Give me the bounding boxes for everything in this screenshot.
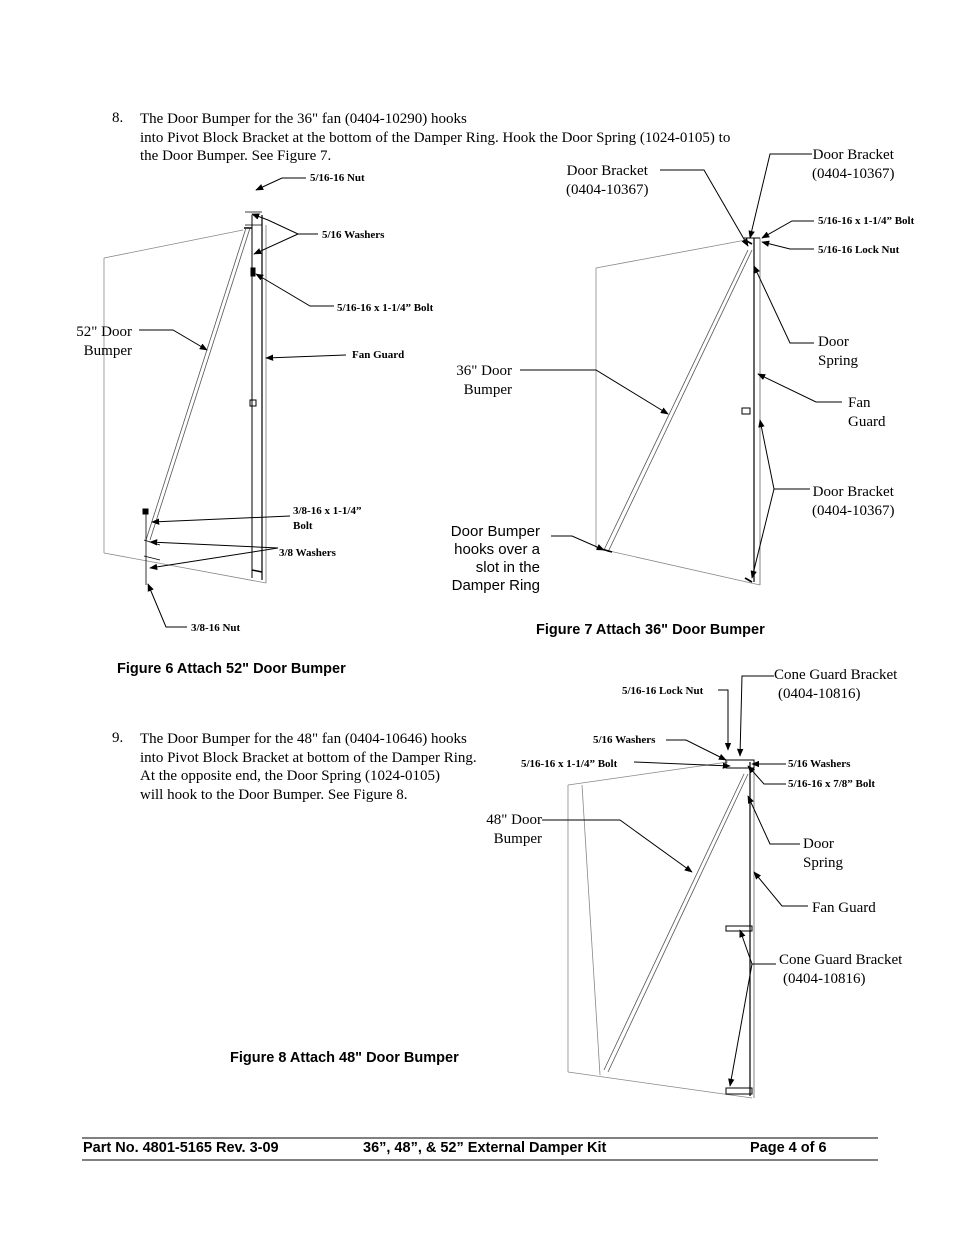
fig7-label-door-bracket-right [812, 146, 895, 183]
fig6-label-bumper [74, 323, 132, 360]
figure8-leaders [542, 676, 808, 1086]
step8-paragraph [140, 110, 780, 166]
fig7-label-door-bracket-bottom-line2: (0404-10367) [812, 502, 895, 519]
fig7-label-door-bracket-left [566, 162, 649, 199]
fig8-label-bumper-line2: Bumper [493, 830, 542, 847]
fig7-label-door-bracket-left-line2: (0404-10367) [566, 181, 649, 198]
fig6-label-washers-top: 5/16 Washers [322, 229, 385, 241]
footer-part-no: Part No. 4801-5165 Rev. 3-09 [83, 1140, 279, 1156]
fig8-label-spring [803, 835, 843, 872]
footer-page: Page 4 of 6 [750, 1140, 827, 1156]
step9-line-1: The Door Bumper for the 48" fan (0404-10646) hooks [140, 731, 467, 747]
fig8-label-lock-nut: 5/16-16 Lock Nut [622, 685, 704, 697]
fig8-label-spring-line2: Spring [803, 854, 844, 871]
fig7-label-door-bracket-bottom-line1: Door Bracket [812, 484, 894, 500]
fig7-label-fan-guard-line2: Guard [848, 413, 886, 430]
figure6-drawing [104, 212, 266, 585]
fig7-label-bumper-line1: 36" Door [456, 363, 512, 379]
fig6-label-bolt-bottom-line2: Bolt [293, 520, 313, 532]
fig8-label-cone-bottom-line1: Cone Guard Bracket [779, 952, 903, 968]
fig6-label-fan-guard: Fan Guard [352, 349, 405, 361]
step9-line-4: will hook to the Door Bumper. See Figure 8. [140, 786, 408, 803]
fig7-label-hooks-line1: Door Bumper [450, 523, 540, 540]
figure8-caption: Figure 8 Attach 48" Door Bumper [230, 1050, 459, 1066]
figure6-leaders [139, 178, 346, 627]
fig7-label-spring-line1: Door [818, 334, 849, 350]
fig8-label-cone-bottom-line2: (0404-10816) [783, 970, 866, 987]
fig7-label-bumper-line2: Bumper [463, 381, 512, 398]
figure6-caption: Figure 6 Attach 52" Door Bumper [117, 661, 346, 677]
step8-line-1: The Door Bumper for the 36" fan (0404-10290) hooks [140, 111, 467, 127]
step8-line-2: into Pivot Block Bracket at the bottom of the Damper Ring. Hook the Door Spring (1024-0105) to [140, 129, 731, 146]
fig7-label-lock-nut: 5/16-16 Lock Nut [818, 244, 900, 256]
fig7-label-fan-guard-line1: Fan [848, 395, 871, 411]
fig7-label-hooks-line4: Damper Ring [451, 577, 540, 594]
fig7-label-door-bracket-right-line1: Door Bracket [812, 147, 894, 163]
step9-number: 9. [112, 730, 124, 746]
fig8-label-bumper-line1: 48" Door [486, 812, 542, 828]
fig6-label-bumper-line1: 52" Door [76, 324, 132, 340]
fig7-label-hooks [440, 523, 540, 595]
figure7-leaders [520, 154, 842, 578]
fig8-label-cone-top [774, 666, 897, 703]
fig6-label-bolt-bottom [293, 504, 361, 534]
fig7-label-bolt: 5/16-16 x 1-1/4” Bolt [818, 215, 915, 227]
fig8-label-bolt-left: 5/16-16 x 1-1/4” Bolt [521, 758, 618, 770]
figure7-caption: Figure 7 Attach 36" Door Bumper [536, 622, 765, 638]
step9-paragraph [140, 730, 500, 804]
fig8-label-washers-right: 5/16 Washers [788, 758, 851, 770]
fig7-label-spring-line2: Spring [818, 352, 859, 369]
fig8-label-cone-top-line1: Cone Guard Bracket [774, 667, 898, 683]
fig7-label-door-bracket-left-line1: Door Bracket [566, 163, 648, 179]
step9-line-3: At the opposite end, the Door Spring (1024-0105) [140, 768, 440, 784]
fig6-label-nut-bottom: 3/8-16 Nut [191, 622, 241, 634]
fig8-label-bumper [482, 811, 542, 848]
fig8-label-bolt-right: 5/16-16 x 7/8” Bolt [788, 778, 876, 790]
fig7-label-spring [818, 333, 858, 370]
fig6-label-nut-top: 5/16-16 Nut [310, 172, 365, 184]
fig7-label-fan-guard [848, 394, 886, 431]
figure8-drawing [568, 760, 754, 1098]
step8-number: 8. [112, 110, 124, 126]
fig8-label-washers-left: 5/16 Washers [593, 734, 656, 746]
fig6-label-bolt-bottom-line1: 3/8-16 x 1-1/4” [293, 505, 362, 517]
fig7-label-bumper [452, 362, 512, 399]
fig6-label-bumper-line2: Bumper [83, 342, 132, 359]
footer-title: 36”, 48”, & 52” External Damper Kit [363, 1140, 607, 1156]
fig8-label-cone-top-line2: (0404-10816) [778, 685, 861, 702]
fig6-label-bolt-top: 5/16-16 x 1-1/4” Bolt [337, 302, 434, 314]
fig6-label-washers-bottom: 3/8 Washers [279, 547, 336, 559]
fig8-label-cone-bottom [779, 951, 902, 988]
fig7-label-door-bracket-right-line2: (0404-10367) [812, 165, 895, 182]
step8-line-3: the Door Bumper. See Figure 7. [140, 148, 332, 164]
fig8-label-fan-guard: Fan Guard [812, 900, 876, 916]
fig7-label-hooks-line3: slot in the [475, 559, 540, 576]
fig8-label-spring-line1: Door [803, 836, 834, 852]
fig7-label-door-bracket-bottom [812, 483, 895, 520]
figure7-drawing [596, 238, 760, 585]
step9-line-2: into Pivot Block Bracket at bottom of the Damper Ring. [140, 749, 477, 766]
fig7-label-hooks-line2: hooks over a [454, 541, 540, 558]
